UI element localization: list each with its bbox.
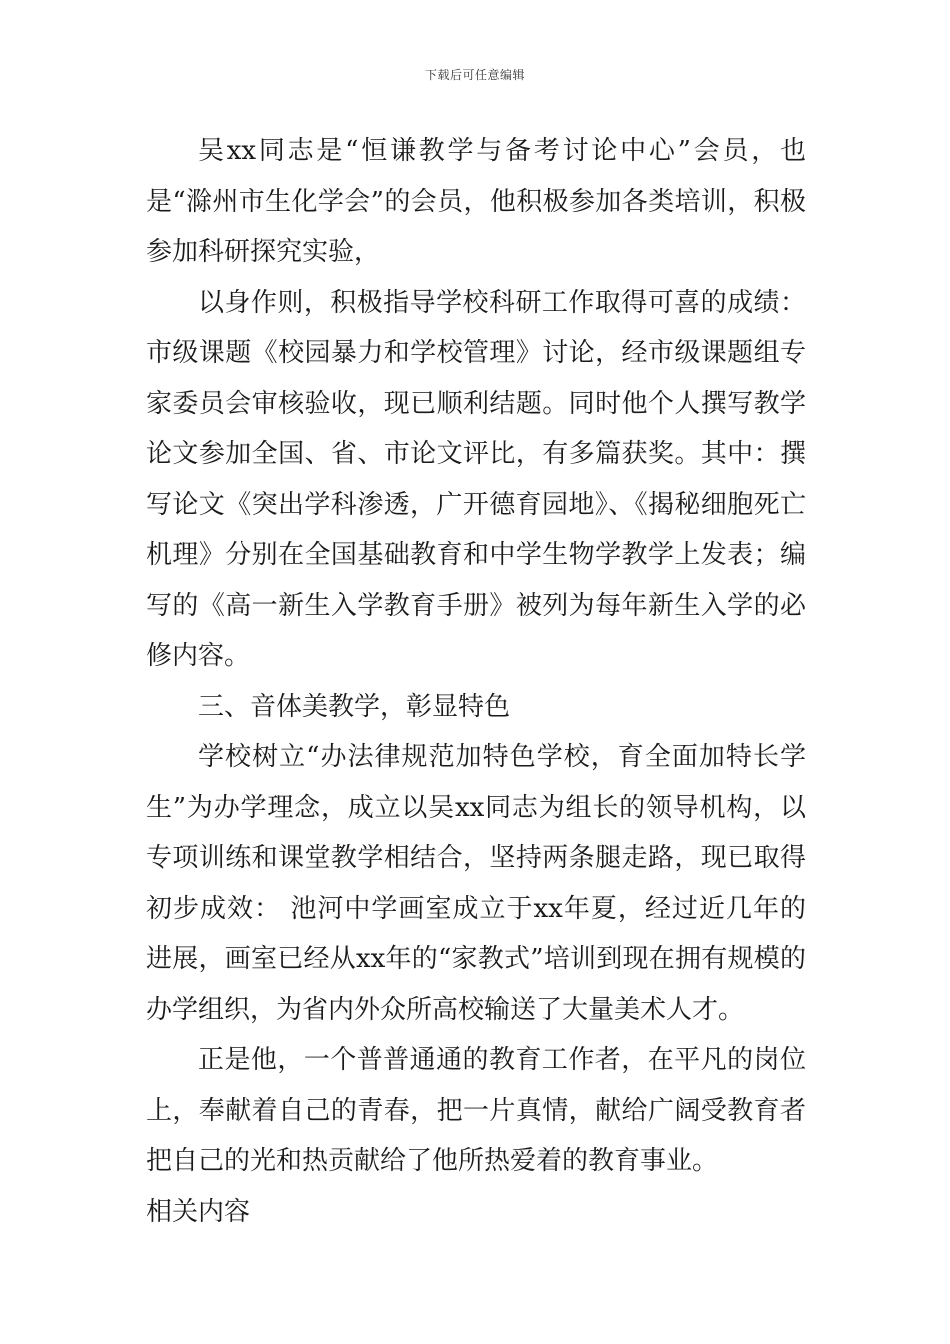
document-body [146, 126, 806, 1237]
paragraph-closing: 正是他，一个普普通通的教育工作者，在平凡的岗位上，奉献着自己的青春，把一片真情，献给广阔受教育者把自己的光和热贡献给了他所热爱着的教育事业。 [146, 1045, 806, 1176]
paragraph-member-intro: 吴xx同志是“恒谦教学与备考讨论中心”会员，也是“滁州市生化学会”的会员，他积极参加各类培训，积极参加科研探究实验， [146, 136, 806, 267]
paragraph-arts-program: 学校树立“办法律规范加特色学校，育全面加特长学生”为办学理念，成立以吴xx同志为组长的领导机构，以专项训练和课堂教学相结合，坚持两条腿走路，现已取得初步成效： 池河中学画室成立于xx年夏，经过近几年的进展，画室已经从xx年的“家教式”培训到现在拥有规模的办学组织，为省内外众所高校输送了大量美术人才。 [146, 742, 806, 1025]
paragraph-research-achievements: 以身作则，积极指导学校科研工作取得可喜的成绩：市级课题《校园暴力和学校管理》讨论，经市级课题组专家委员会审核验收，现已顺利结题。同时他个人撰写教学论文参加全国、省、市论文评比，有多篇获奖。其中：撰写论文《突出学科渗透，广开德育园地》、《揭秘细胞死亡机理》分别在全国基础教育和中学生物学教学上发表；编写的《高一新生入学教育手册》被列为每年新生入学的必修内容。 [146, 287, 806, 671]
related-content-label: 相关内容 [146, 1196, 251, 1227]
section-heading-arts: 三、音体美教学，彰显特色 [198, 691, 511, 722]
header-note: 下载后可任意编辑 [424, 68, 525, 82]
